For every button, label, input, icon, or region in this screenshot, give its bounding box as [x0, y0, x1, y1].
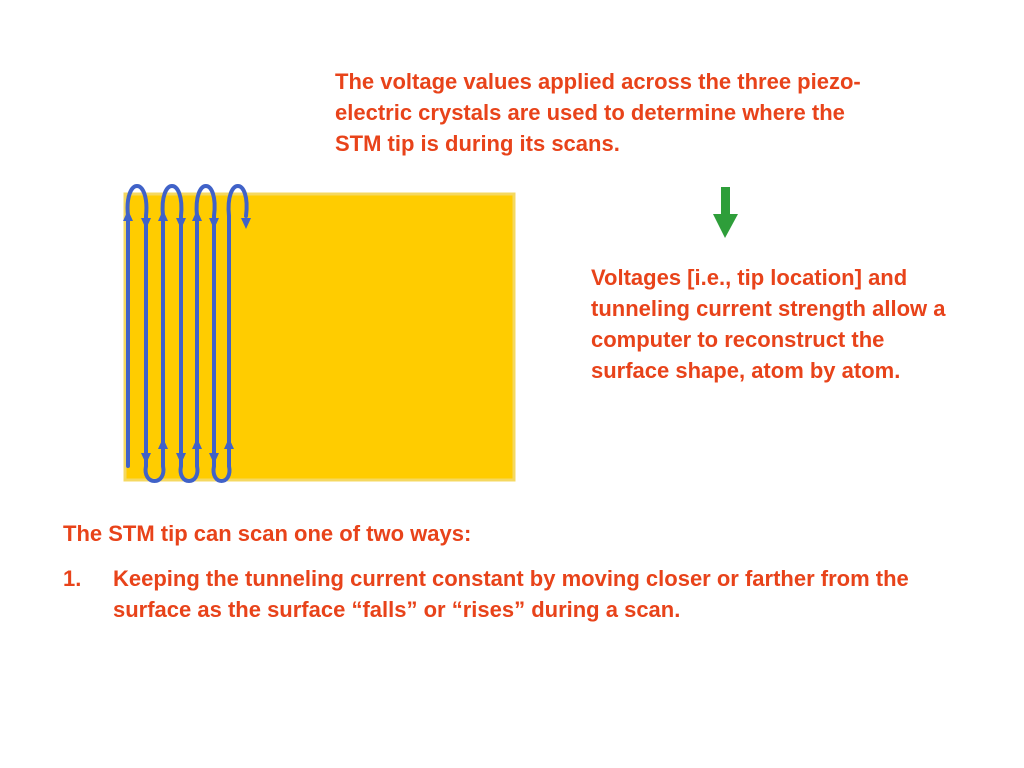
right-note: Voltages [i.e., tip location] and tunneling current strength allow a computer to reconstruct the surface shape, atom by atom.: [591, 265, 946, 383]
scan-methods: [63, 518, 963, 625]
list-item-text: Keeping the tunneling current constant by moving closer or farther from the surface as the surface “falls” or “rises” during a scan.: [113, 566, 909, 622]
scan-methods-heading: The STM tip can scan one of two ways:: [63, 521, 472, 546]
list-item: [63, 563, 963, 625]
green-down-arrow-icon: [713, 187, 738, 238]
sample-surface: [125, 194, 514, 480]
list-item-number: 1.: [63, 566, 82, 591]
top-note: The voltage values applied across the three piezo-electric crystals are used to determine where the STM tip is during its scans.: [335, 69, 861, 156]
